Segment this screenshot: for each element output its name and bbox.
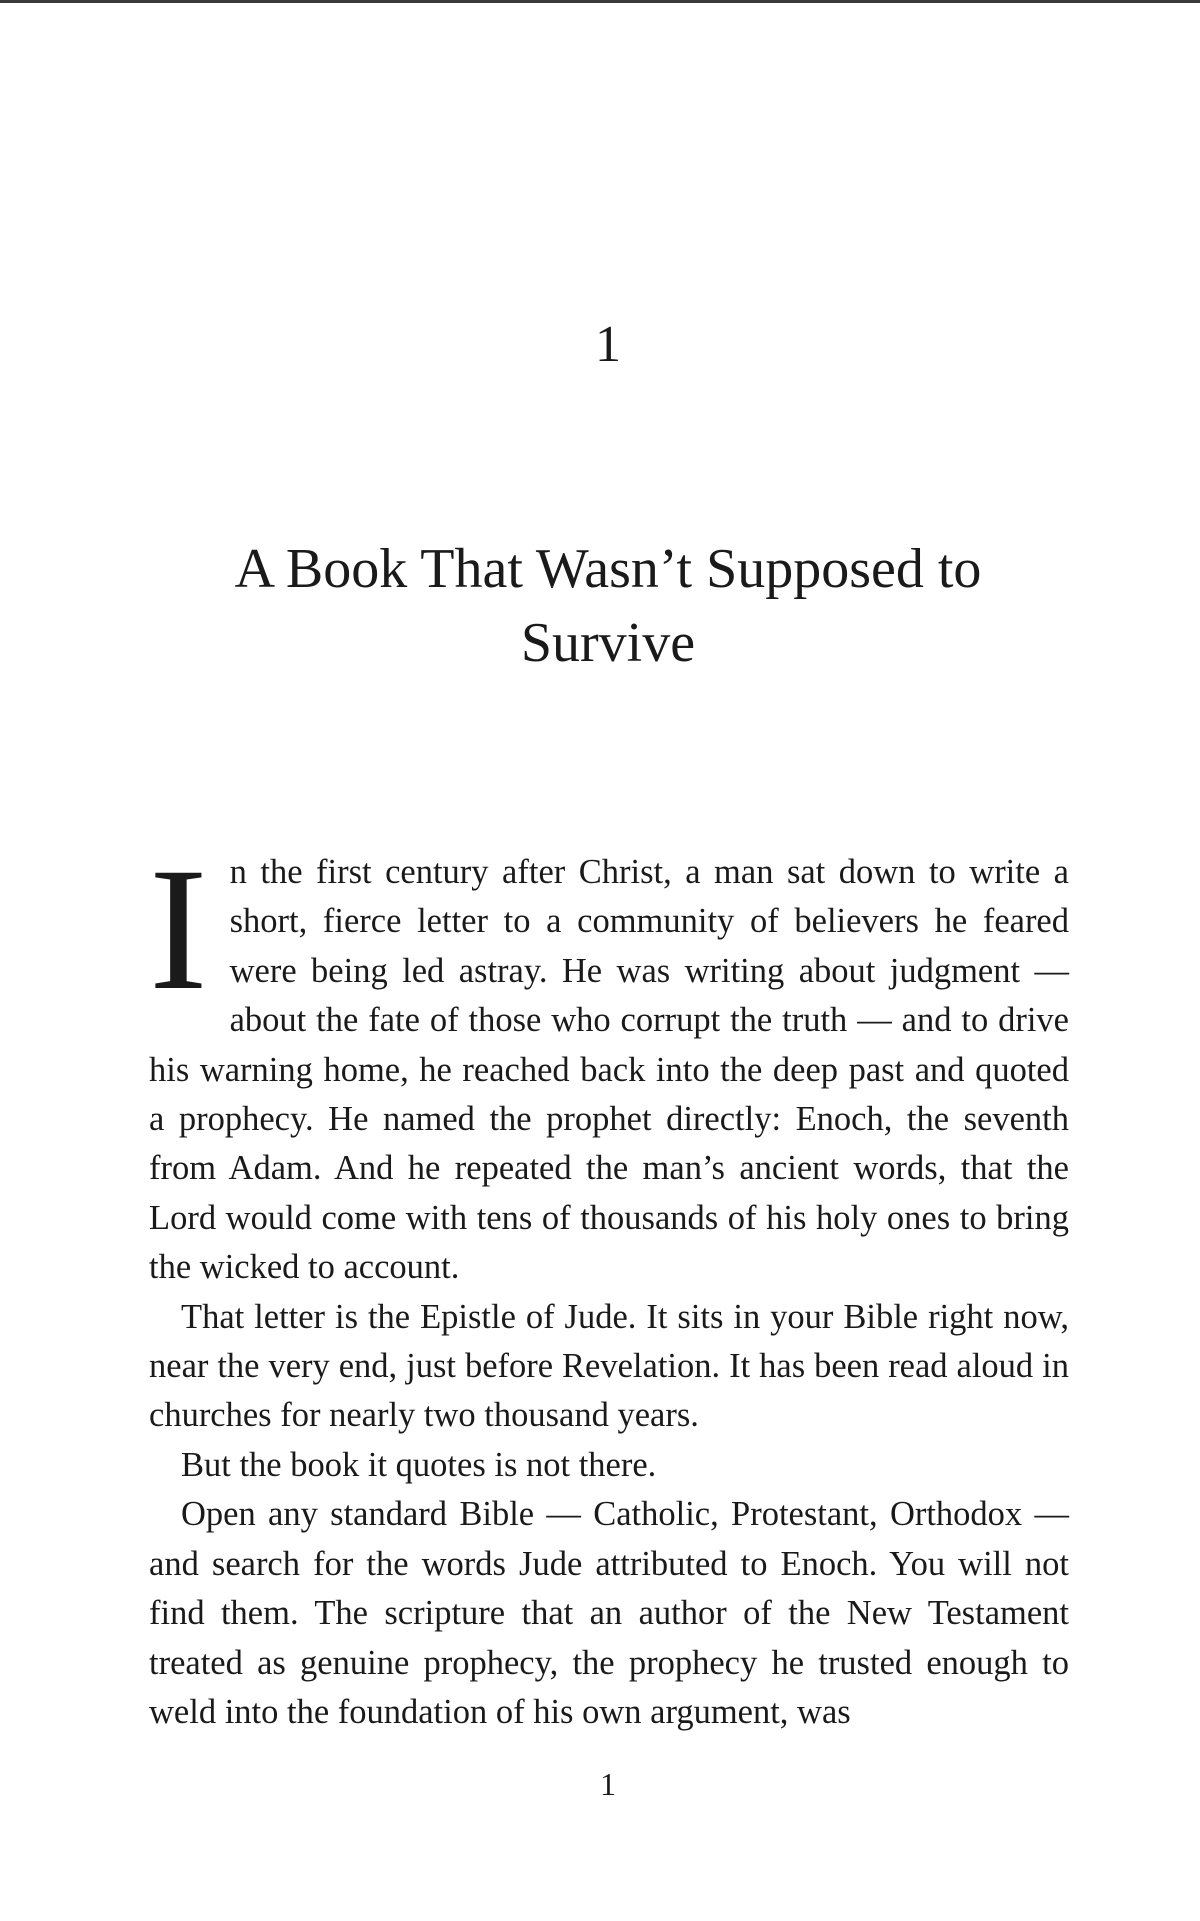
opening-paragraph-text: n the first century after Christ, a man sat down to write a short, fierce letter to a community of believers he feared were being led astray. He was writing about judgment — about the fate of those who corrupt the truth — and to drive his warning home, he reached back into the deep past and quoted a prophecy. He named the prophet directly: Enoch, the seventh from Adam. And he repeated the man’s ancient words, that the Lord would come with tens of thousands of his holy ones to bring the wicked to account. (149, 853, 1069, 1287)
paragraph: But the book it quotes is not there. (181, 1445, 657, 1484)
drop-cap: I (149, 832, 208, 1027)
chapter-number: 1 (595, 316, 621, 373)
page-number: 1 (600, 1766, 616, 1802)
chapter-title: A Book That Wasn’t Supposed to Survive (234, 538, 982, 674)
top-border (0, 0, 1200, 3)
opening-paragraph (149, 832, 1069, 1293)
paragraph: That letter is the Epistle of Jude. It sits in your Bible right now, near the very end, just before Revelation. It has been read aloud in churches for nearly two thousand years. (149, 1297, 1069, 1435)
paragraph: Open any standard Bible — Catholic, Protestant, Orthodox — and search for the words Jude attributed to Enoch. You will not find them. The scripture that an author of the New Testament treated as genuine prophecy, the prophecy he trusted enough to weld into the foundation of his own argument, was (149, 1495, 1069, 1731)
chapter-body (149, 832, 1069, 1737)
